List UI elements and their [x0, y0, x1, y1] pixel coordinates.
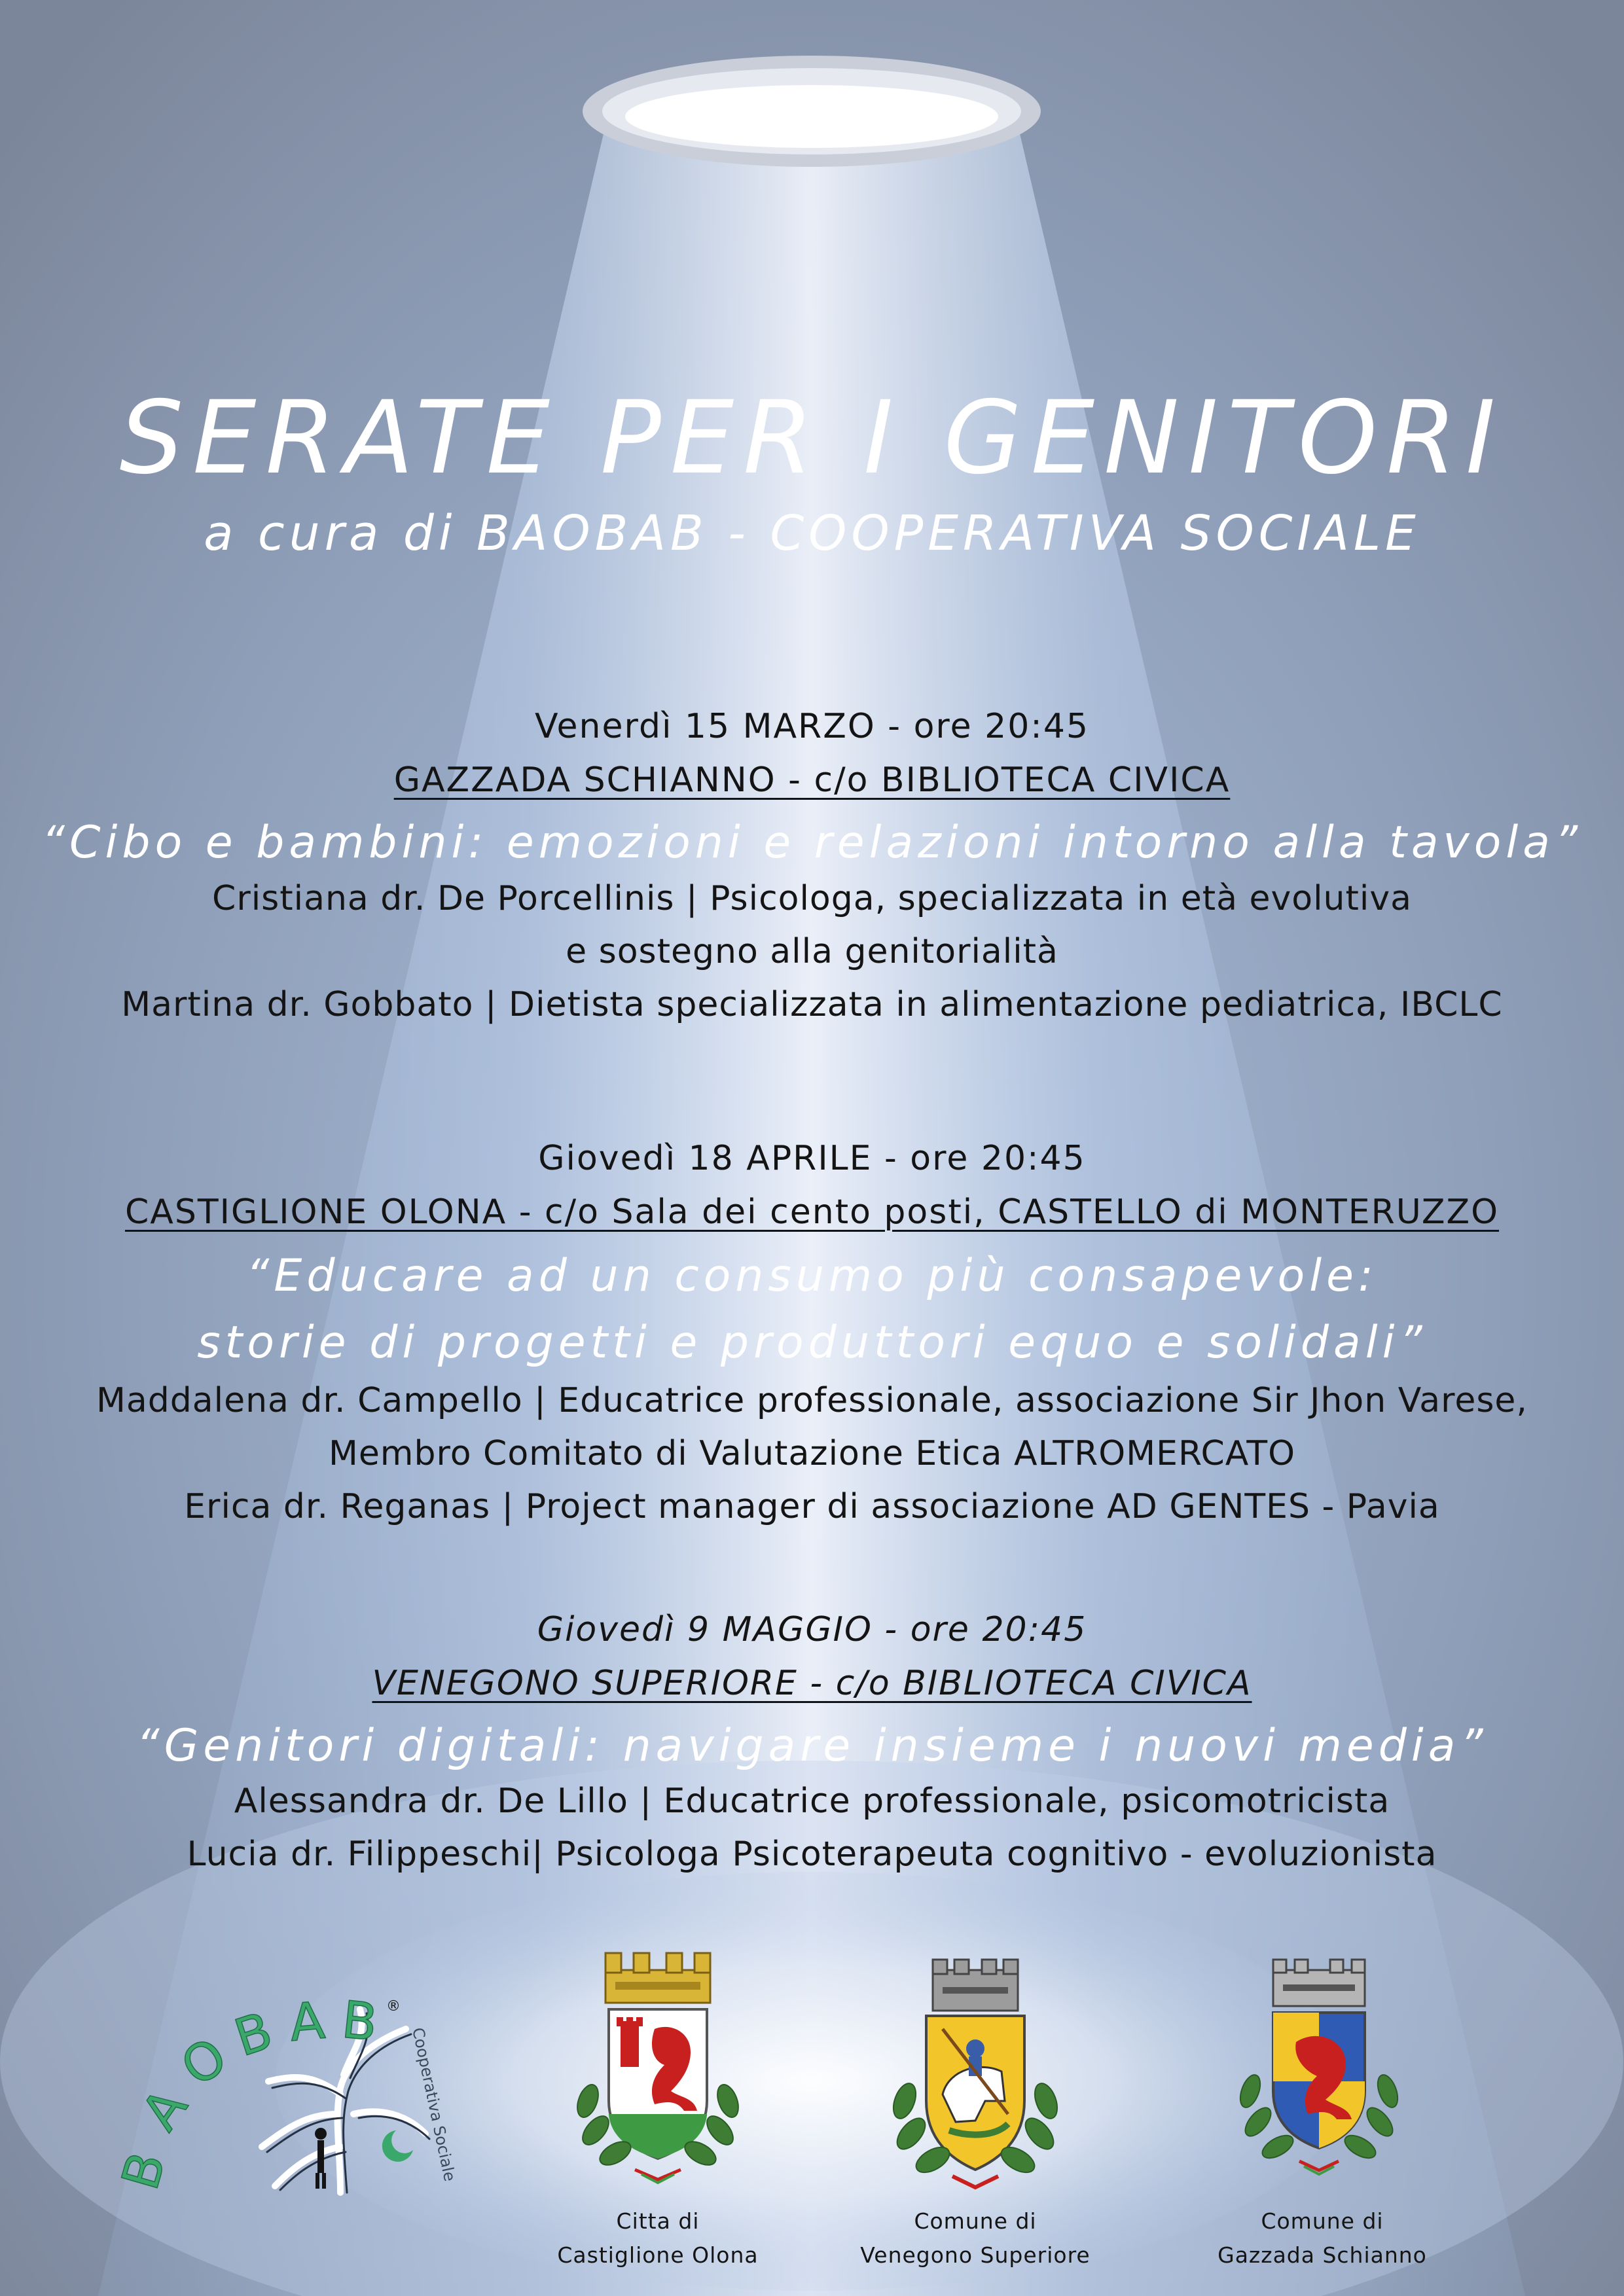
baobab-logo-letter-5: A: [287, 1991, 327, 2053]
event-3-date: Giovedì 9 MAGGIO - ore 20:45: [537, 1610, 1087, 1649]
event-3-topic: “Genitori digitali: navigare insieme i nuovi media”: [136, 1720, 1488, 1772]
castiglione-caption-line-2: Castiglione Olona: [557, 2242, 759, 2268]
gazzada-caption-line-1: Comune di: [1261, 2208, 1384, 2234]
venegono-caption-line-2: Venegono Superiore: [860, 2242, 1091, 2268]
gazzada-caption-line-2: Gazzada Schianno: [1218, 2242, 1427, 2268]
castiglione-olona-crest: [556, 1944, 759, 2193]
gazzada-schianno-caption: [1198, 2204, 1447, 2272]
tower-crown-icon: [1273, 1960, 1365, 2006]
venegono-superiore-caption: [844, 2204, 1106, 2272]
event-2-topic-line-2: storie di progetti e produttori equo e solidali”: [197, 1317, 1427, 1369]
event-1-place: GAZZADA SCHIANNO - c/o BIBLIOTECA CIVICA: [393, 761, 1231, 800]
castiglione-olona-caption: [530, 2204, 785, 2272]
event-3-speaker-line-2: Lucia dr. Filippeschi| Psicologa Psicoterapeuta cognitivo - evoluzionista: [187, 1835, 1437, 1874]
event-3-place: VENEGONO SUPERIORE - c/o BIBLIOTECA CIVICA: [372, 1664, 1252, 1703]
event-2-speaker-line-3: Erica dr. Reganas | Project manager di associazione AD GENTES - Pavia: [184, 1487, 1440, 1526]
baobab-tagline: Cooperativa Sociale: [408, 2026, 460, 2183]
venegono-superiore-crest: [871, 1950, 1080, 2199]
baobab-logo: [111, 1983, 484, 2206]
baobab-logo-letter-4: B: [228, 2001, 280, 2069]
baobab-logo-letter-6: B: [339, 1990, 380, 2053]
baobab-logo-letter-2: A: [130, 2078, 200, 2141]
event-2-date: Giovedì 18 APRILE - ore 20:45: [538, 1139, 1086, 1178]
tower-crown-icon: [933, 1960, 1018, 2011]
poster-subtitle: a cura di BAOBAB - COOPERATIVA SOCIALE: [204, 505, 1420, 562]
baobab-logo-letter-1: B: [111, 2145, 178, 2197]
gold-crown-icon: [605, 1953, 710, 2003]
castiglione-caption-line-1: Citta di: [616, 2208, 700, 2234]
crescent-icon: [382, 2130, 413, 2162]
gazzada-schianno-crest: [1224, 1950, 1414, 2186]
event-2-speaker-line-2: Membro Comitato di Valutazione Etica ALTROMERCATO: [328, 1434, 1296, 1473]
event-1-speaker-line-3: Martina dr. Gobbato | Dietista specializzata in alimentazione pediatrica, IBCLC: [121, 985, 1503, 1024]
event-1-speaker-line-2: e sostegno alla genitorialità: [566, 932, 1058, 971]
event-2-place: CASTIGLIONE OLONA - c/o Sala dei cento posti, CASTELLO di MONTERUZZO: [124, 1193, 1500, 1232]
event-1-speaker-line-1: Cristiana dr. De Porcellinis | Psicologa, specializzata in età evolutiva: [212, 879, 1412, 918]
event-2-speaker-line-1: Maddalena dr. Campello | Educatrice professionale, associazione Sir Jhon Varese,: [96, 1381, 1528, 1420]
baobab-logo-letter-3: O: [171, 2026, 238, 2098]
event-1-topic: “Cibo e bambini: emozioni e relazioni intorno alla tavola”: [41, 817, 1583, 869]
event-3-speaker-line-1: Alessandra dr. De Lillo | Educatrice professionale, psicomotricista: [234, 1782, 1390, 1821]
baobab-registered-mark: ®: [386, 1998, 401, 2015]
venegono-caption-line-1: Comune di: [914, 2208, 1037, 2234]
poster-title: SERATE PER I GENITORI: [119, 380, 1505, 497]
event-1-date: Venerdì 15 MARZO - ore 20:45: [535, 707, 1089, 746]
event-2-topic-line-1: “Educare ad un consumo più consapevole:: [246, 1250, 1378, 1302]
